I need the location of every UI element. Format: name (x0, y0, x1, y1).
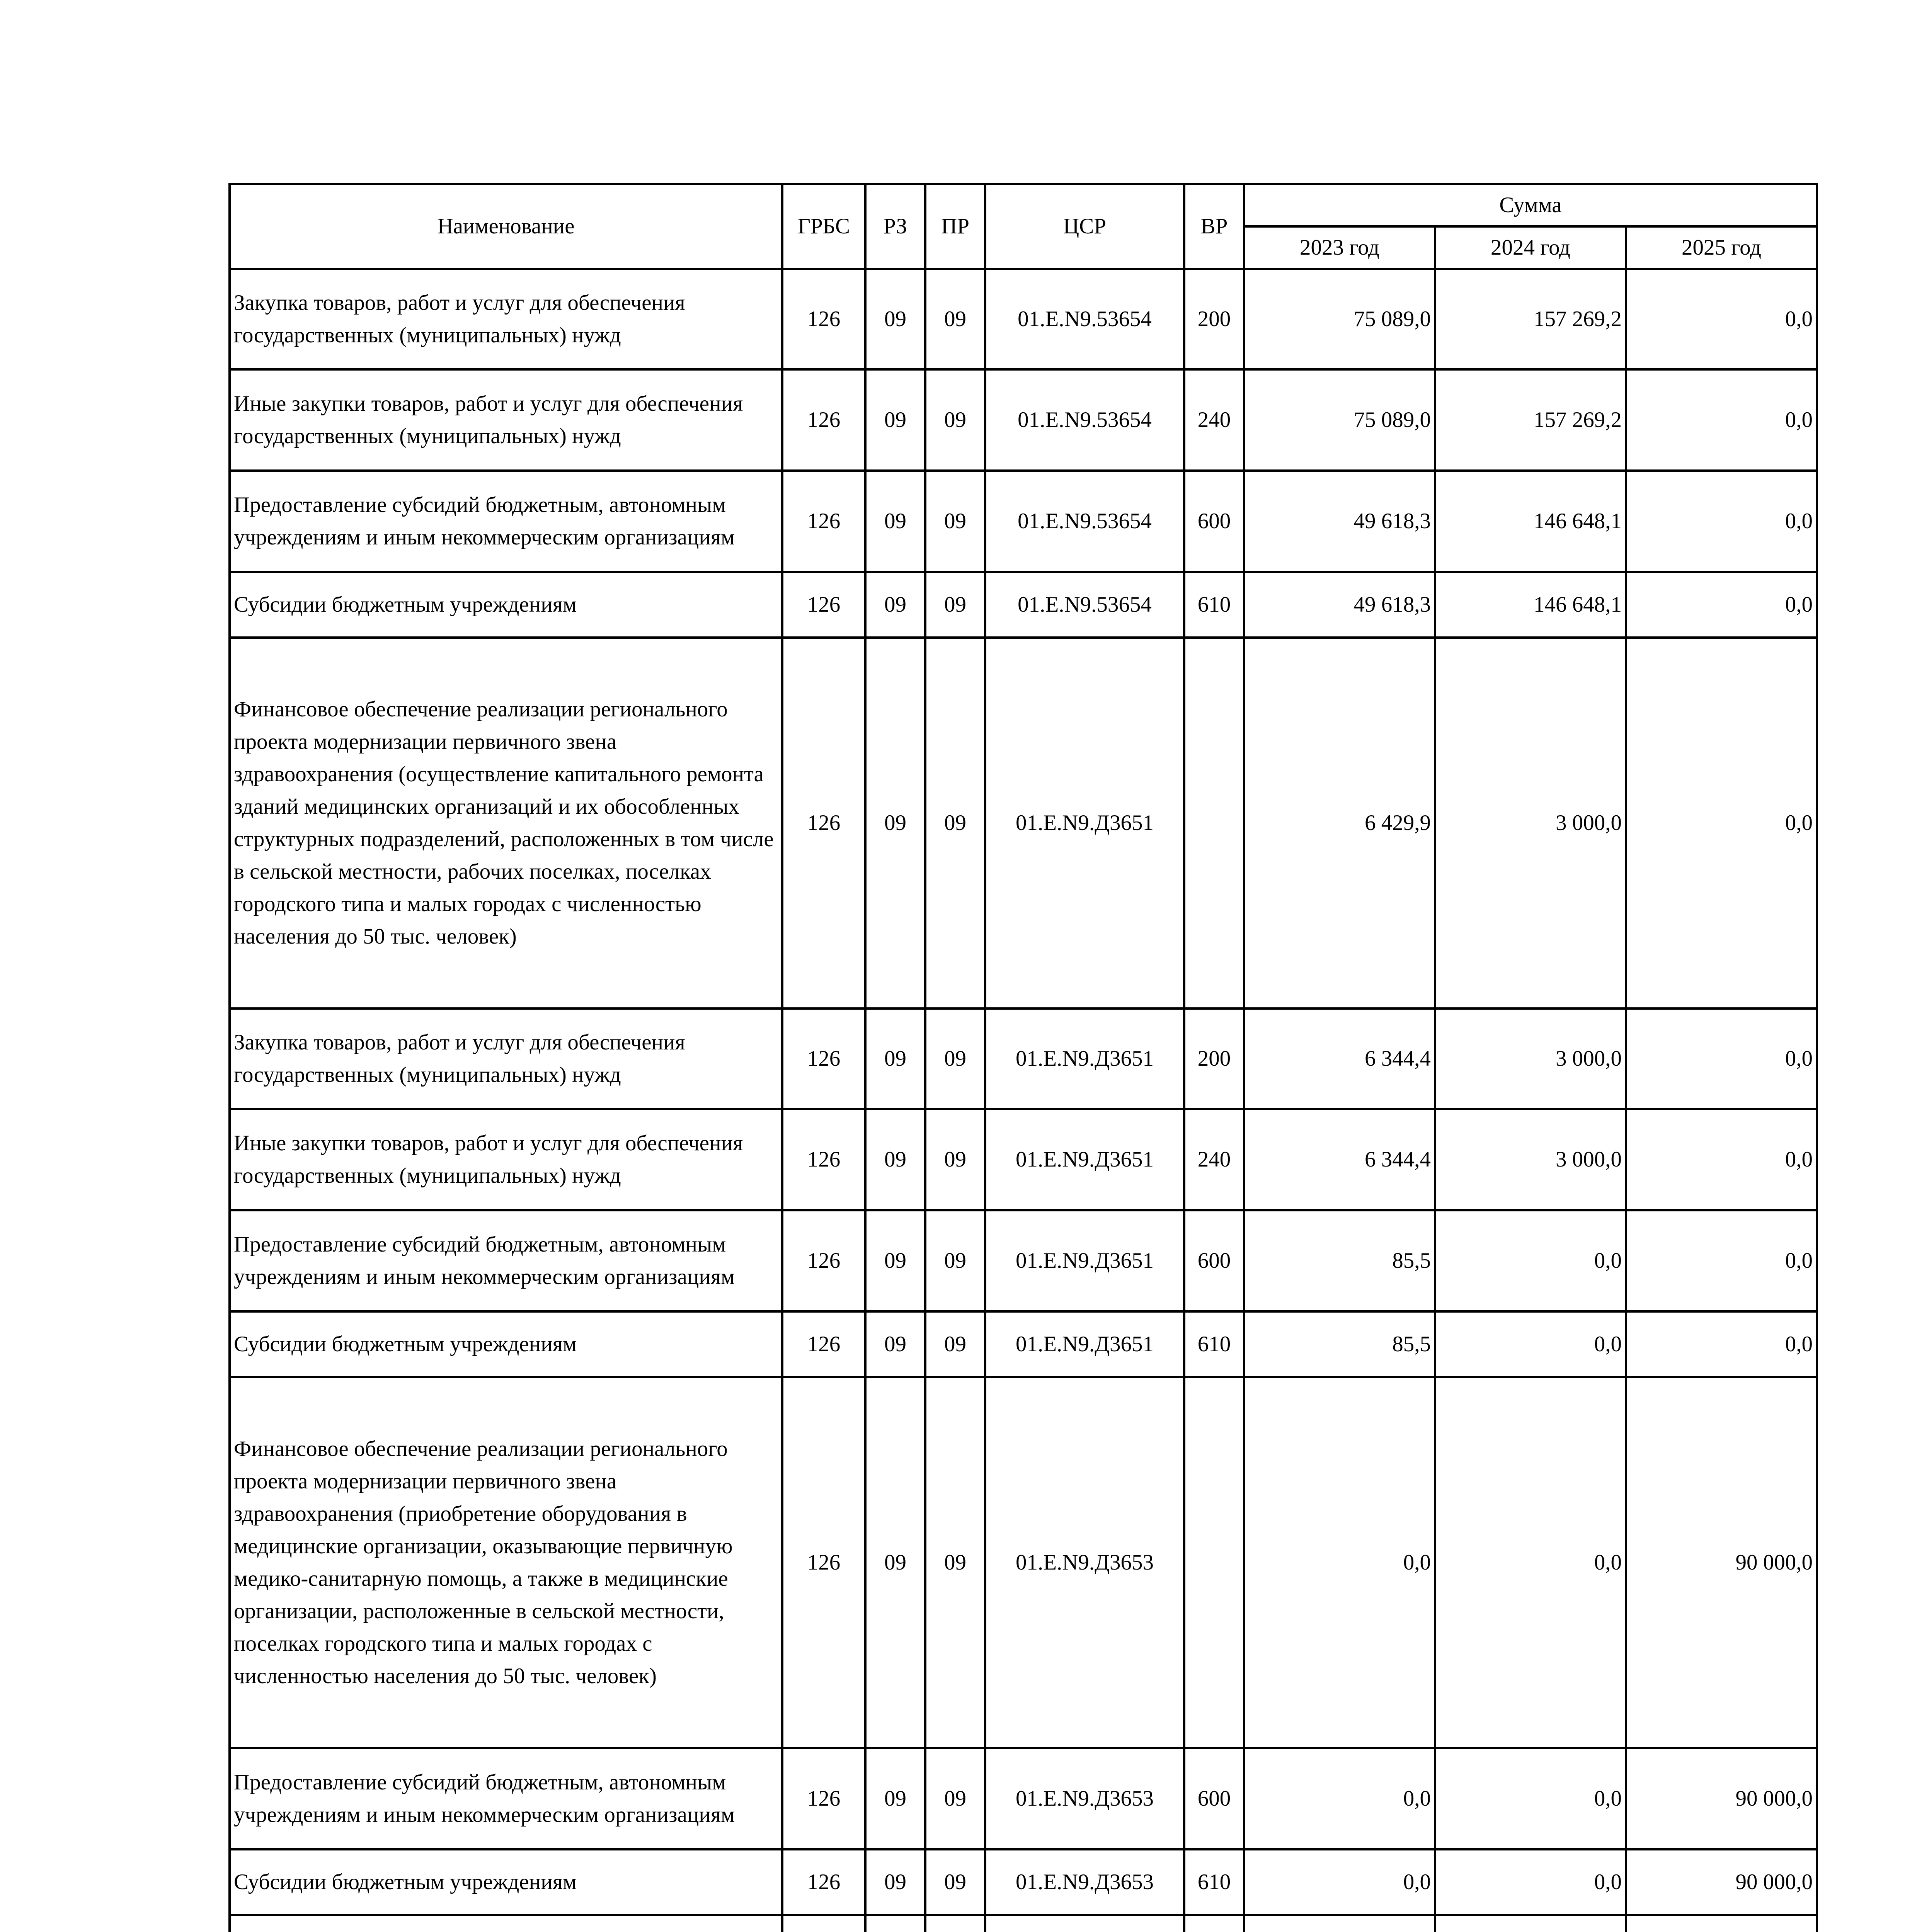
table-header (230, 184, 1817, 269)
cell-name: Финансовое обеспечение реализации регионального проекта модернизации первичного звена здравоохранения (осуществление капитального ремонта зданий медицинских организаций и их обособленных структурных подразделений, расположенных в том числе в сельской местности, рабочих поселках, поселках городского типа и малых городах с численностью населения до 50 тыс. человек) (230, 638, 782, 1009)
header-year-2023: 2023 год (1244, 226, 1435, 269)
cell-pr: 09 (925, 471, 985, 572)
cell-amount-2025: 0,0 (1626, 572, 1817, 638)
cell-grbs: 126 (782, 1849, 865, 1915)
cell-rz: 09 (865, 638, 925, 1009)
cell-grbs: 126 (782, 1748, 865, 1849)
cell-amount-2024: 3 000,0 (1435, 1009, 1626, 1109)
cell-amount-2023: 0,0 (1244, 1849, 1435, 1915)
table-row (230, 1377, 1817, 1748)
cell-vr: 200 (1184, 269, 1244, 369)
cell-rz: 09 (865, 1210, 925, 1311)
cell-amount-2024: 157 269,2 (1435, 269, 1626, 369)
cell-amount-2025: 0,0 (1626, 1009, 1817, 1109)
budget-table (228, 183, 1818, 1932)
cell-name: Предоставление субсидий бюджетным, автономным учреждениям и иным некоммерческим организациям (230, 1748, 782, 1849)
header-grbs: ГРБС (782, 184, 865, 269)
cell-csr: 01.Е.N9.Д3653 (985, 1849, 1184, 1915)
table-row (230, 1311, 1817, 1377)
cell-csr: 01.Е.N9.53654 (985, 269, 1184, 369)
cell-grbs: 126 (782, 1109, 865, 1210)
cell-vr: 610 (1184, 572, 1244, 638)
table-row (230, 638, 1817, 1009)
cell-pr: 09 (925, 1748, 985, 1849)
cell-csr: 01.Е.N9.53654 (985, 572, 1184, 638)
header-sum: Сумма (1244, 184, 1817, 226)
cell-pr: 09 (925, 1849, 985, 1915)
cell-csr: 01.Е.N9.Д3651 (985, 1210, 1184, 1311)
cell-csr: 01.Е.N9.Д3651 (985, 1109, 1184, 1210)
cell-pr: 09 (925, 638, 985, 1009)
cell-rz (865, 1915, 925, 1932)
cell-rz: 09 (865, 1009, 925, 1109)
cell-grbs: 126 (782, 572, 865, 638)
header-csr: ЦСР (985, 184, 1184, 269)
cell-rz: 09 (865, 471, 925, 572)
cell-csr: 01.Е.N9.Д3653 (985, 1377, 1184, 1748)
cell-pr: 09 (925, 1009, 985, 1109)
cell-amount-2024 (1435, 1915, 1626, 1932)
table-body (230, 269, 1817, 1932)
cell-amount-2025: 0,0 (1626, 1109, 1817, 1210)
cell-vr (1184, 638, 1244, 1009)
table-row (230, 1109, 1817, 1210)
cell-name (230, 1915, 782, 1932)
cell-amount-2024: 157 269,2 (1435, 369, 1626, 471)
cell-amount-2024: 3 000,0 (1435, 638, 1626, 1009)
cell-amount-2023: 6 344,4 (1244, 1109, 1435, 1210)
cell-vr: 600 (1184, 1210, 1244, 1311)
cell-vr (1184, 1915, 1244, 1932)
cell-amount-2023: 75 089,0 (1244, 369, 1435, 471)
header-vr: ВР (1184, 184, 1244, 269)
cell-name: Иные закупки товаров, работ и услуг для обеспечения государственных (муниципальных) нужд (230, 1109, 782, 1210)
cell-rz: 09 (865, 369, 925, 471)
cell-amount-2025: 0,0 (1626, 1311, 1817, 1377)
cell-amount-2024: 0,0 (1435, 1210, 1626, 1311)
cell-amount-2023 (1244, 1915, 1435, 1932)
cell-name: Субсидии бюджетным учреждениям (230, 1311, 782, 1377)
cell-grbs: 126 (782, 471, 865, 572)
cell-name: Финансовое обеспечение реализации регионального проекта модернизации первичного звена здравоохранения (приобретение оборудования в медицинские организации, оказывающие первичную медико-санитарную помощь, а также в медицинские организации, расположенные в сельской местности, поселках городского типа и малых городах с численностью населения до 50 тыс. человек) (230, 1377, 782, 1748)
cell-grbs: 126 (782, 1210, 865, 1311)
cell-rz: 09 (865, 572, 925, 638)
cell-csr: 01.Е.N9.Д3653 (985, 1748, 1184, 1849)
cell-pr: 09 (925, 572, 985, 638)
table-row (230, 471, 1817, 572)
cell-amount-2025: 0,0 (1626, 471, 1817, 572)
cell-vr: 600 (1184, 471, 1244, 572)
cell-vr: 200 (1184, 1009, 1244, 1109)
table-row (230, 1915, 1817, 1932)
cell-csr (985, 1915, 1184, 1932)
cell-amount-2025: 90 000,0 (1626, 1748, 1817, 1849)
table-row (230, 369, 1817, 471)
cell-name: Субсидии бюджетным учреждениям (230, 1849, 782, 1915)
cell-amount-2024: 0,0 (1435, 1311, 1626, 1377)
header-year-2025: 2025 год (1626, 226, 1817, 269)
cell-vr: 610 (1184, 1849, 1244, 1915)
cell-csr: 01.Е.N9.Д3651 (985, 1311, 1184, 1377)
cell-grbs: 126 (782, 1311, 865, 1377)
table-row (230, 572, 1817, 638)
table-row (230, 1748, 1817, 1849)
cell-pr (925, 1915, 985, 1932)
table-row (230, 1849, 1817, 1915)
cell-amount-2025: 0,0 (1626, 1210, 1817, 1311)
cell-vr: 240 (1184, 369, 1244, 471)
cell-grbs: 126 (782, 638, 865, 1009)
cell-amount-2024: 0,0 (1435, 1377, 1626, 1748)
cell-name: Предоставление субсидий бюджетным, автономным учреждениям и иным некоммерческим организациям (230, 1210, 782, 1311)
cell-name: Субсидии бюджетным учреждениям (230, 572, 782, 638)
cell-amount-2025: 90 000,0 (1626, 1849, 1817, 1915)
header-rz: РЗ (865, 184, 925, 269)
cell-pr: 09 (925, 269, 985, 369)
cell-grbs: 126 (782, 1009, 865, 1109)
cell-grbs: 126 (782, 369, 865, 471)
cell-csr: 01.Е.N9.Д3651 (985, 638, 1184, 1009)
cell-name: Закупка товаров, работ и услуг для обеспечения государственных (муниципальных) нужд (230, 1009, 782, 1109)
cell-amount-2023: 6 429,9 (1244, 638, 1435, 1009)
cell-amount-2023: 75 089,0 (1244, 269, 1435, 369)
cell-pr: 09 (925, 1377, 985, 1748)
cell-amount-2024: 0,0 (1435, 1748, 1626, 1849)
header-pr: ПР (925, 184, 985, 269)
cell-csr: 01.Е.N9.Д3651 (985, 1009, 1184, 1109)
cell-amount-2025: 0,0 (1626, 369, 1817, 471)
cell-vr: 240 (1184, 1109, 1244, 1210)
cell-amount-2023: 85,5 (1244, 1311, 1435, 1377)
table-row (230, 1210, 1817, 1311)
cell-amount-2025: 90 000,0 (1626, 1377, 1817, 1748)
cell-name: Закупка товаров, работ и услуг для обеспечения государственных (муниципальных) нужд (230, 269, 782, 369)
table-row (230, 269, 1817, 369)
cell-amount-2024: 146 648,1 (1435, 471, 1626, 572)
cell-amount-2025: 0,0 (1626, 638, 1817, 1009)
cell-rz: 09 (865, 1109, 925, 1210)
cell-name: Иные закупки товаров, работ и услуг для обеспечения государственных (муниципальных) нужд (230, 369, 782, 471)
cell-amount-2023: 85,5 (1244, 1210, 1435, 1311)
cell-amount-2023: 6 344,4 (1244, 1009, 1435, 1109)
cell-amount-2023: 49 618,3 (1244, 572, 1435, 638)
cell-csr: 01.Е.N9.53654 (985, 471, 1184, 572)
cell-rz: 09 (865, 1849, 925, 1915)
cell-grbs (782, 1915, 865, 1932)
cell-vr (1184, 1377, 1244, 1748)
cell-vr: 600 (1184, 1748, 1244, 1849)
cell-rz: 09 (865, 1377, 925, 1748)
header-name: Наименование (230, 184, 782, 269)
cell-amount-2024: 3 000,0 (1435, 1109, 1626, 1210)
cell-amount-2023: 0,0 (1244, 1748, 1435, 1849)
header-year-2024: 2024 год (1435, 226, 1626, 269)
cell-grbs: 126 (782, 1377, 865, 1748)
cell-amount-2025: 0,0 (1626, 269, 1817, 369)
cell-amount-2025 (1626, 1915, 1817, 1932)
cell-vr: 610 (1184, 1311, 1244, 1377)
cell-amount-2024: 0,0 (1435, 1849, 1626, 1915)
cell-amount-2023: 0,0 (1244, 1377, 1435, 1748)
cell-grbs: 126 (782, 269, 865, 369)
cell-rz: 09 (865, 1748, 925, 1849)
cell-name: Предоставление субсидий бюджетным, автономным учреждениям и иным некоммерческим организациям (230, 471, 782, 572)
cell-amount-2024: 146 648,1 (1435, 572, 1626, 638)
cell-pr: 09 (925, 1210, 985, 1311)
cell-amount-2023: 49 618,3 (1244, 471, 1435, 572)
cell-pr: 09 (925, 1311, 985, 1377)
cell-rz: 09 (865, 269, 925, 369)
table-row (230, 1009, 1817, 1109)
cell-csr: 01.Е.N9.53654 (985, 369, 1184, 471)
cell-pr: 09 (925, 1109, 985, 1210)
cell-rz: 09 (865, 1311, 925, 1377)
cell-pr: 09 (925, 369, 985, 471)
